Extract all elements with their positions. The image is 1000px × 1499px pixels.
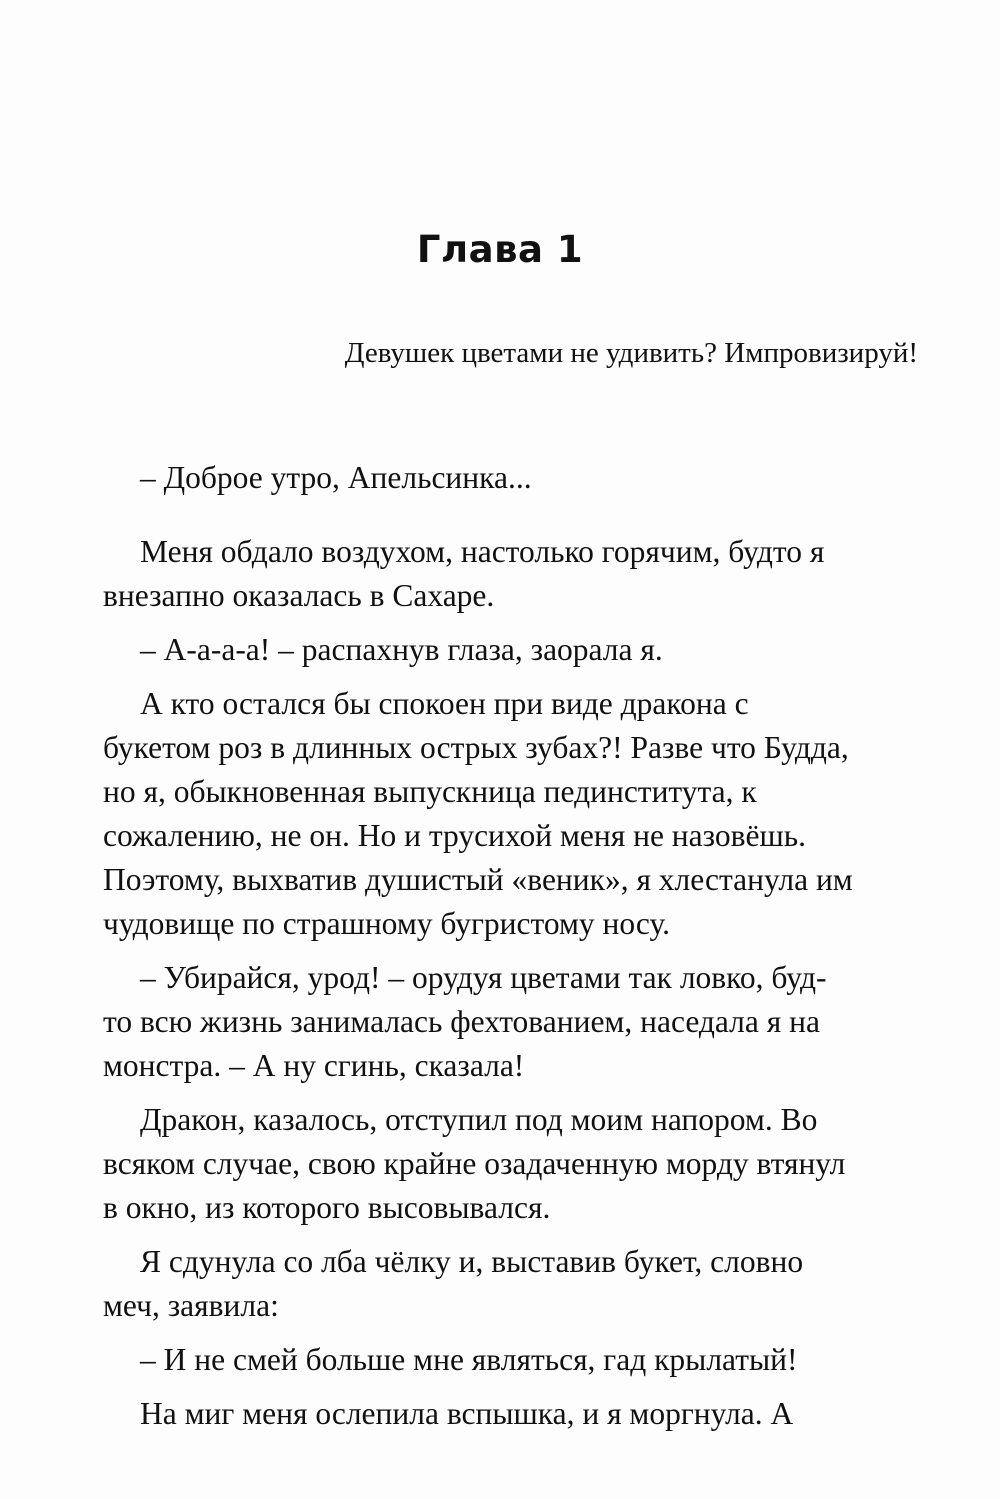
text-line: сожалению, не он. Но и трусихой меня не назовёшь.	[103, 818, 806, 853]
text-line: А кто остался бы спокоен при виде дракона с	[140, 686, 749, 721]
paragraph	[103, 682, 915, 946]
body-text	[103, 456, 915, 1436]
paragraph	[103, 1098, 915, 1230]
paragraph	[103, 1240, 915, 1328]
text-line: Меня обдало воздухом, настолько горячим, будто я	[140, 534, 825, 569]
text-line: всяком случае, свою крайне озадаченную морду втянул	[103, 1146, 846, 1181]
text-line: – Убирайся, урод! – орудуя цветами так ловко, буд-	[140, 960, 827, 995]
chapter-epigraph: Девушек цветами не удивить? Импровизируй!	[344, 337, 918, 369]
text-line: Дракон, казалось, отступил под моим напором. Во	[140, 1102, 818, 1137]
text-line: то всю жизнь занималась фехтованием, наседала я на	[103, 1004, 820, 1039]
text-line: – А-а-а-а! – распахнув глаза, заорала я.	[140, 632, 663, 667]
text-line: но я, обыкновенная выпускница пединститута, к	[103, 774, 757, 809]
text-line: букетом роз в длинных острых зубах?! Разве что Будда,	[103, 730, 849, 765]
paragraph	[103, 956, 915, 1088]
chapter-title: Глава 1	[416, 228, 584, 271]
paragraph	[103, 1392, 915, 1436]
text-line: внезапно оказалась в Сахаре.	[103, 578, 495, 613]
text-line: чудовище по страшному бугристому носу.	[103, 906, 670, 941]
text-line: – И не смей больше мне являться, гад крылатый!	[140, 1342, 798, 1377]
text-line: монстра. – А ну сгинь, сказала!	[103, 1048, 525, 1083]
text-line: Поэтому, выхватив душистый «веник», я хлестанула им	[103, 862, 853, 897]
text-line: На миг меня ослепила вспышка, и я моргнула. А	[140, 1396, 794, 1431]
paragraph	[103, 530, 915, 618]
text-line: в окно, из которого высовывался.	[103, 1190, 551, 1225]
paragraph	[103, 1338, 915, 1382]
text-line: – Доброе утро, Апельсинка...	[140, 460, 532, 495]
text-line: меч, заявила:	[103, 1288, 279, 1323]
text-line: Я сдунула со лба чёлку и, выставив букет, словно	[140, 1244, 804, 1279]
paragraph	[103, 456, 915, 500]
paragraph	[103, 628, 915, 672]
